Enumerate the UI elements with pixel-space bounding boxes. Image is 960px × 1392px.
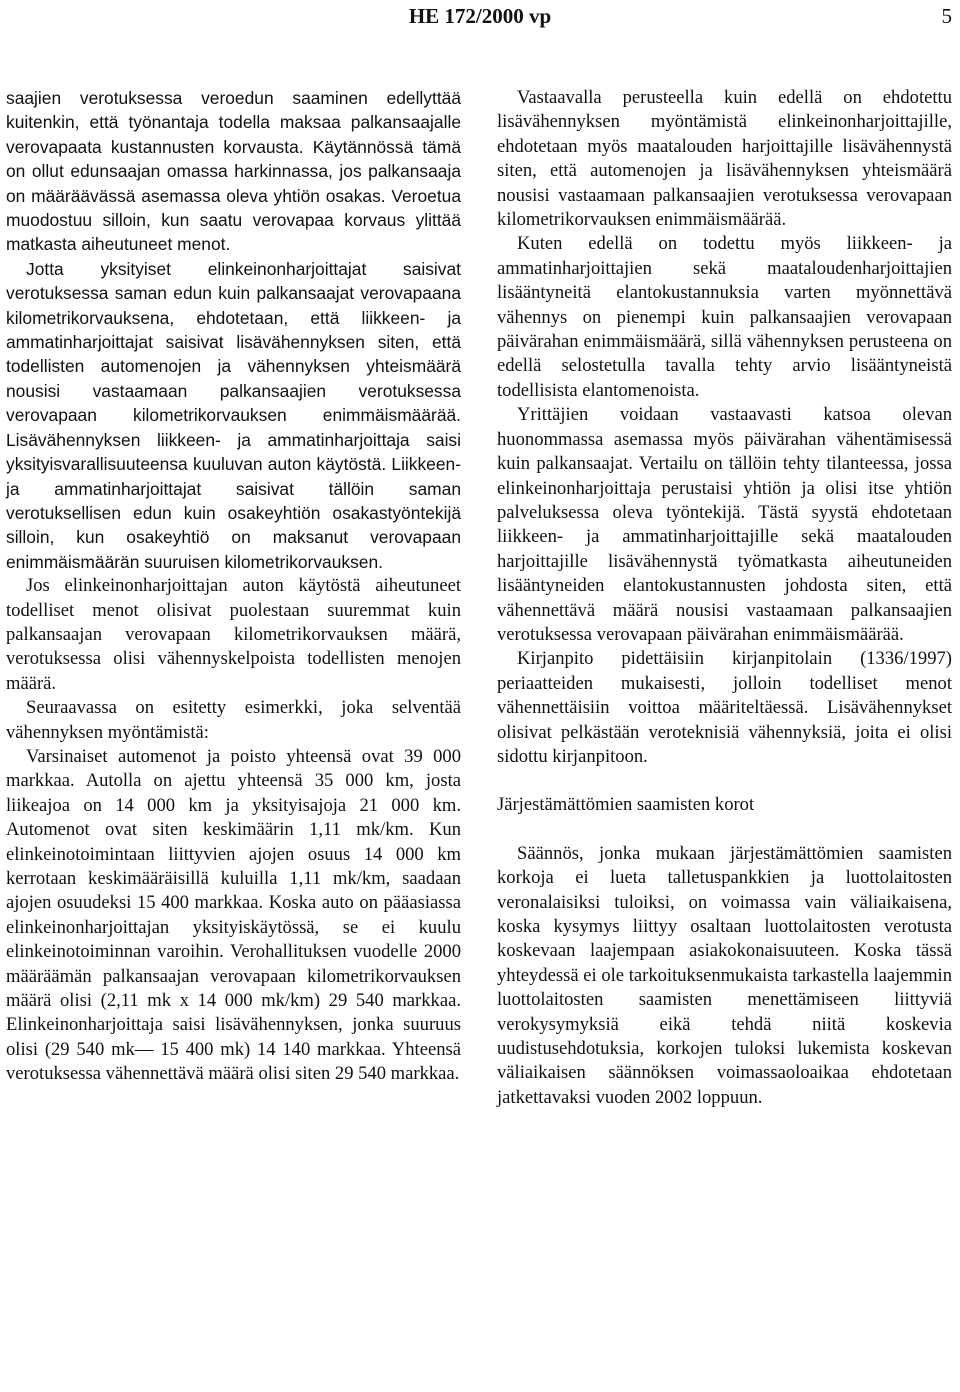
- section-heading: Järjestämättömien saamisten korot: [497, 794, 755, 816]
- paragraph-elantokustannukset: Kuten edellä on todettu myös liikkeen- ja ammatinharjoittajien sekä maataloudenharjoittajien lisääntyneitä elantokustannuksia varten myönnettävä vähennys on pienempi kuin palkansaajien verovapaan päivärahan enimmäismäärä, sillä vähennyksen perusteena on edellä selostetulla tavalla tehty arvio lisääntyneistä todellisista elantomenoista.: [497, 233, 952, 401]
- paragraph-esimerkki-intro: Seuraavassa on esitetty esimerkki, joka selventää vähennyksen myöntämistä:: [6, 697, 461, 743]
- page-header: [0, 4, 960, 34]
- page-number: 5: [941, 4, 952, 28]
- paragraph-yksityiset: Jotta yksityiset elinkeinonharjoittajat saisivat verotuksessa saman edun kuin palkansaajat verovapaana kilometrikorvauksena, ehdotetaan, että liikkeen- ja ammatinharjoittajat saisivat lisävähennyksen siten, että todellisten automenojen ja vähennyksen yhteismäärä nousisi vastaamaan palkansaajien verotuksessa verovapaan kilometrikorvauksen enimmäismäärää. Lisävähennyksen liikkeen- ja ammatinharjoittaja saisi yksityisvarallisuuteensa kuuluvan auton käytöstä. Liikkeen- ja ammatinharjoittajat saisivat tällöin saman verotuksellisen edun kuin osakeyhtiön osakastyöntekijä silloin, kun osakeyhtiö on maksanut verovapaan enimmäismäärän suuruisen kilometrikorvauksen.: [6, 258, 461, 572]
- paragraph-todelliset-menot: Jos elinkeinonharjoittajan auton käytöstä aiheutuneet todelliset menot olisivat puolestaan suuremmat kuin palkansaajan verovapaan kilometrikorvauksen määrä, verotuksessa olisi vähennyskelpoista todellisten menojen määrä.: [6, 575, 461, 694]
- paragraph-esimerkki: Varsinaiset automenot ja poisto yhteensä ovat 39 000 markkaa. Autolla on ajettu yhteensä 35 000 km, josta liikeajoa on 14 000 km ja yksityisajoja 21 000 km. Automenot ovat siten keskimäärin 1,11 mk/km. Kun elinkeinotoimintaan liittyvien ajojen osuus 14 000 km kerrotaan keskimääräisillä kuluilla 1,11 mk/km, saadaan ajojen osuudeksi 15 400 markkaa. Koska auto on pääasiassa elinkeinonharjoittajan yksityiskäytössä, se ei kuulu elinkeinotoiminnan varoihin. Verohallituksen vuodelle 2000 määräämän palkansaajan verovapaan kilometrikorvauksen määrä olisi (2,11 mk x 14 000 mk/km) 29 540 markkaa. Elinkeinonharjoittaja saisi lisävähennyksen, jonka suuruus olisi (29 540 mk— 15 400 mk) 14 140 markkaa. Yhteensä verotuksessa vähennettävä määrä olisi siten 29 540 markkaa.: [6, 745, 461, 1085]
- paragraph-korot: Säännös, jonka mukaan järjestämättömien saamisten korkoja ei lueta talletuspankkien ja luottolaitosten veronalaisiksi tuloiksi, on voimassa vain väliaikaisena, koska kysymys liittyy osaltaan luottolaitosten verotusta koskevaan laajempaan asiakokonaisuuteen. Koska tässä yhteydessä ei ole tarkoituksenmukaista tarkastella laajemmin luottolaitosten saamisten menettämiseen liittyviä verokysymyksiä eikä tehdä niitä koskevia uudistusehdotuksia, korkojen tuloksi lukemista koskevan väliaikaisen säännöksen voimassaoloaikaa ehdotetaan jatkettavaksi vuoden 2002 loppuun.: [497, 842, 952, 1108]
- right-column: [497, 86, 952, 1110]
- spacer: [497, 818, 952, 842]
- paragraph-intro: saajien verotuksessa veroedun saaminen edellyttää kuitenkin, että työnantaja todella maksaa palkansaajalle verovapaata kustannusten korvausta. Käytännössä tämä on ollut edunsaajan omassa harkinnassa, jos palkansaaja on määräävässä asemassa oleva yhtiön osakas. Veroetua muodostuu silloin, kun saatu verovapaa korvaus ylittää matkasta aiheutuneet menot.: [6, 88, 461, 255]
- left-column: [6, 86, 461, 1087]
- document-id: HE 172/2000 vp: [408, 4, 552, 28]
- paragraph-kirjanpito: Kirjanpito pidettäisiin kirjanpitolain (1336/1997) periaatteiden mukaisesti, jolloin todelliset menot vähennettäisiin voittoa määriteltäessä. Lisävähennykset olisivat pelkästään veroteknisiä vähennyksiä, joita ei olisi sidottu kirjanpitoon.: [497, 648, 952, 767]
- paragraph-paivaraha: Yrittäjien voidaan vastaavasti katsoa olevan huonommassa asemassa myös päivärahan vähentämisessä kuin palkansaajat. Vertailu on tällöin tehty tilanteessa, jossa elinkeinonharjoittaja perustaisi yhtiön ja olisi itse yhtiön palveluksessa oleva työntekijä. Tästä syystä ehdotetaan liikkeen- ja ammatinharjoittajille sekä maatalouden harjoittajille lisävähennystä työmatkasta aiheutuneiden lisääntyneiden elantokustannusten johdosta siten, että vähennettävä määrä nousisi vastaamaan palkansaajien verotuksessa verovapaan päivärahan enimmäismäärää.: [497, 404, 952, 645]
- paragraph-maatalous: Vastaavalla perusteella kuin edellä on ehdotettu lisävähennyksen myöntämistä elinkeinonharjoittajille, ehdotetaan myös maatalouden harjoittajille lisävähennystä siten, että automenojen ja lisävähennyksen yhteismäärä nousisi vastaamaan palkansaajien verotuksessa verovapaan kilometrikorvauksen enimmäismäärää.: [497, 87, 952, 231]
- spacer: [497, 769, 952, 793]
